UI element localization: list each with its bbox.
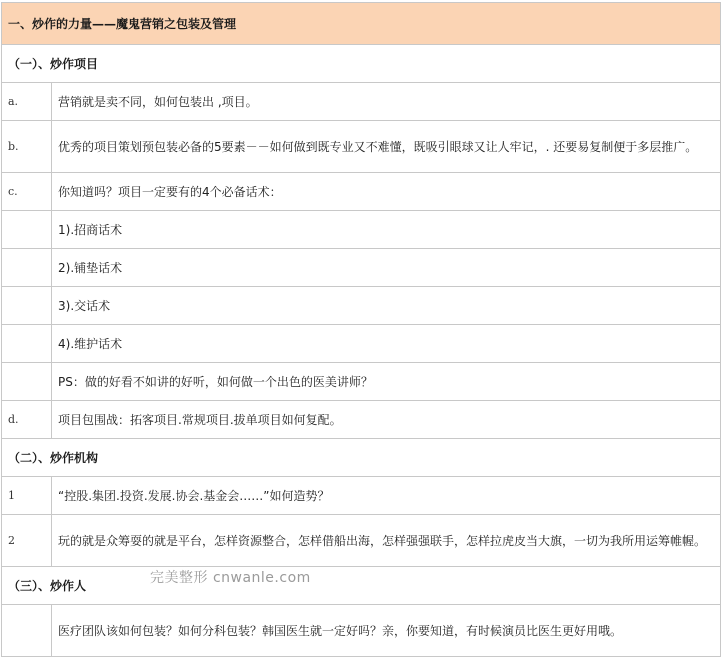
row-label [2, 211, 52, 249]
row-text: 1).招商话术 [52, 211, 721, 249]
row-text: “控股.集团.投资.发展.协会.基金会……”如何造势？ [52, 477, 721, 515]
section-heading: （一）、炒作项目 [2, 45, 721, 83]
row-text: 医疗团队该如何包装？如何分科包装？韩国医生就一定好吗？亲，你要知道，有时候演员比医生更好用哦。 [52, 605, 721, 657]
row-label: 2 [2, 515, 52, 567]
section-heading: （三）、炒作人 [2, 567, 721, 605]
table-row [2, 83, 721, 121]
row-label [2, 605, 52, 657]
table-row [2, 605, 721, 657]
section-heading-row [2, 45, 721, 83]
row-label: 1 [2, 477, 52, 515]
table-row [2, 173, 721, 211]
row-label: c. [2, 173, 52, 211]
row-text: 2).铺垫话术 [52, 249, 721, 287]
table-row [2, 287, 721, 325]
table-row [2, 211, 721, 249]
table-row [2, 401, 721, 439]
table-row [2, 363, 721, 401]
section-heading: （二）、炒作机构 [2, 439, 721, 477]
watermark: 完美整形 cnwanle.com [150, 570, 311, 586]
content-table [1, 2, 721, 657]
row-label: b. [2, 121, 52, 173]
row-label [2, 325, 52, 363]
row-text: 4).维护话术 [52, 325, 721, 363]
table-row [2, 325, 721, 363]
row-text: 项目包围战：拓客项目.常规项目.拔单项目如何复配。 [52, 401, 721, 439]
row-text: 3).交话术 [52, 287, 721, 325]
row-text: 营销就是卖不同，如何包装出 ,项目。 [52, 83, 721, 121]
document-title: 一、炒作的力量——魔鬼营销之包装及管理 [2, 3, 721, 45]
row-text: 玩的就是众筹耍的就是平台，怎样资源整合，怎样借船出海，怎样强强联手，怎样拉虎皮当大旗，一切为我所用运筹帷幄。 [52, 515, 721, 567]
row-label: a. [2, 83, 52, 121]
table-row [2, 477, 721, 515]
section-heading-row [2, 439, 721, 477]
row-label [2, 363, 52, 401]
table-row [2, 249, 721, 287]
table-row [2, 515, 721, 567]
title-row [2, 3, 721, 45]
row-text: PS：做的好看不如讲的好听，如何做一个出色的医美讲师？ [52, 363, 721, 401]
row-label [2, 249, 52, 287]
table-row [2, 121, 721, 173]
section-heading-row [2, 567, 721, 605]
table-body [2, 3, 721, 657]
row-label [2, 287, 52, 325]
row-text: 你知道吗？项目一定要有的4个必备话术： [52, 173, 721, 211]
row-label: d. [2, 401, 52, 439]
row-text: 优秀的项目策划预包装必备的5要素－－如何做到既专业又不难懂，既吸引眼球又让人牢记，. 还要易复制便于多层推广。 [52, 121, 721, 173]
